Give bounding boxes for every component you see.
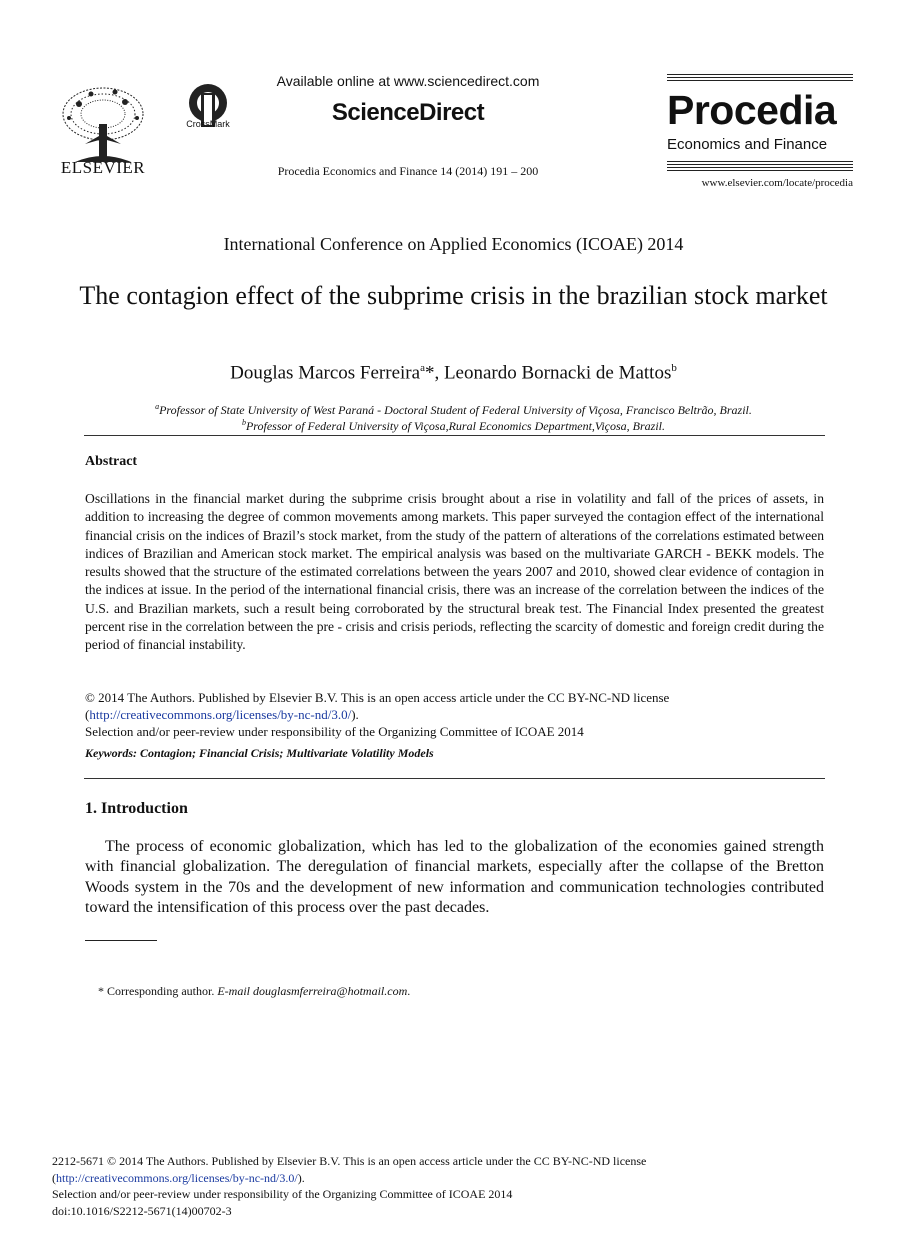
- introduction-text: The process of economic globalization, which has led to the globalization of the economies gained strength with financial globalization. The deregulation of financial markets, especially after the collapse of the Bretton Woods system in the 70s and the development of new information and communication technologies contributed toward the intensification of this process over the past decades.: [85, 838, 824, 916]
- footer-doi[interactable]: doi:10.1016/S2212-5671(14)00702-3: [52, 1203, 232, 1218]
- abstract-text: Oscillations in the financial market during the subprime crisis brought about a rise in volatility and fall of the prices of assets, in addition to increasing the degree of common movements among markets. This paper surveyed the contagion effect of the international financial crisis on the indices of Brazil’s stock market, from the study of the pattern of alterations of the correlations estimated between indices of Brazilian and American stock market. The empirical analysis was based on the multivariate GARCH - BEKK models. The results showed that the structure of the estimated correlations between the years 2007 and 2010, showed clear evidence of contagion in the indices at issue. In the period of the international financial crisis, there was an increase of the correlation between the indices of the U.S. and Brazilian markets, such a result being corroborated by the structural break test. The Financial Index presented the greatest percent rise in the correlation between the pre - crisis and crisis periods, reflecting the scarcity of domestic and foreign credit during the period of financial instability.: [85, 491, 824, 653]
- procedia-subtitle: Economics and Finance: [667, 136, 828, 153]
- footer-license-line: [52, 1170, 752, 1187]
- keywords: Keywords: Contagion; Financial Crisis; Multivariate Volatility Models: [85, 746, 434, 760]
- procedia-masthead: [667, 74, 853, 192]
- divider: [84, 435, 825, 436]
- paren-close: ).: [297, 1170, 305, 1185]
- affiliation-b-text: Professor of Federal University of Viçosa,Rural Economics Department,Viçosa, Brazil.: [245, 419, 666, 433]
- footnote-email[interactable]: E-mail douglasmferreira@hotmail.com: [217, 984, 408, 998]
- sciencedirect-wordmark: ScienceDirect: [331, 99, 485, 126]
- procedia-url[interactable]: www.elsevier.com/locate/procedia: [701, 177, 853, 189]
- affiliation-a-mark: a: [155, 402, 160, 411]
- copyright-block: [85, 689, 824, 740]
- author-2: Leonardo Bornacki de Mattos: [443, 362, 672, 384]
- peer-review-line: Selection and/or peer-review under responsibility of the Organizing Committee of ICOAE 2014: [85, 724, 584, 739]
- crossmark-label: CrossMark: [186, 119, 230, 129]
- copyright-line: © 2014 The Authors. Published by Elsevier B.V. This is an open access article under the CC BY-NC-ND license: [85, 690, 670, 705]
- journal-reference: Procedia Economics and Finance 14 (2014) 191 – 200: [277, 164, 539, 178]
- corresponding-mark: *,: [424, 362, 444, 384]
- divider: [84, 778, 825, 779]
- page-footer: [52, 1153, 752, 1219]
- conference-name: International Conference on Applied Economics (ICOAE) 2014: [223, 234, 684, 254]
- section-heading-introduction: 1. Introduction: [85, 800, 188, 817]
- footer-issn-line: 2212-5671 © 2014 The Authors. Published by Elsevier B.V. This is an open access article under the CC BY-NC-ND license: [52, 1154, 647, 1168]
- elsevier-wordmark: ELSEVIER: [60, 158, 146, 177]
- affiliation-b-mark: b: [241, 418, 246, 427]
- license-line: [85, 706, 824, 723]
- affiliation-b: [0, 418, 907, 434]
- paren-close: ).: [351, 707, 359, 722]
- author-1-affil-mark: a: [420, 362, 425, 374]
- paren-open: (: [85, 707, 90, 722]
- affiliation-a: [0, 402, 907, 418]
- procedia-title: Procedia: [667, 87, 837, 133]
- author-2-affil-mark: b: [671, 362, 677, 374]
- footer-license-link[interactable]: http://creativecommons.org/licenses/by-nc-nd/3.0/: [56, 1170, 298, 1185]
- footnote-rule: [85, 940, 157, 941]
- license-link[interactable]: http://creativecommons.org/licenses/by-nc-nd/3.0/: [89, 707, 352, 722]
- abstract-heading: Abstract: [85, 454, 138, 469]
- paren-open: (: [52, 1170, 56, 1185]
- footnote: [98, 984, 410, 999]
- available-online-text: Available online at www.sciencedirect.com: [276, 73, 540, 89]
- footnote-prefix: * Corresponding author.: [98, 984, 218, 998]
- affiliation-a-text: Professor of State University of West Paraná - Doctoral Student of Federal University of Viçosa, Francisco Beltrão, Brazil.: [159, 403, 752, 417]
- footer-peer-review: Selection and/or peer-review under responsibility of the Organizing Committee of ICOAE 2014: [52, 1187, 513, 1201]
- footnote-suffix: .: [407, 984, 411, 998]
- paper-title: The contagion effect of the subprime crisis in the brazilian stock market: [79, 281, 828, 310]
- author-list: [0, 362, 907, 384]
- author-1: Douglas Marcos Ferreira: [230, 362, 421, 384]
